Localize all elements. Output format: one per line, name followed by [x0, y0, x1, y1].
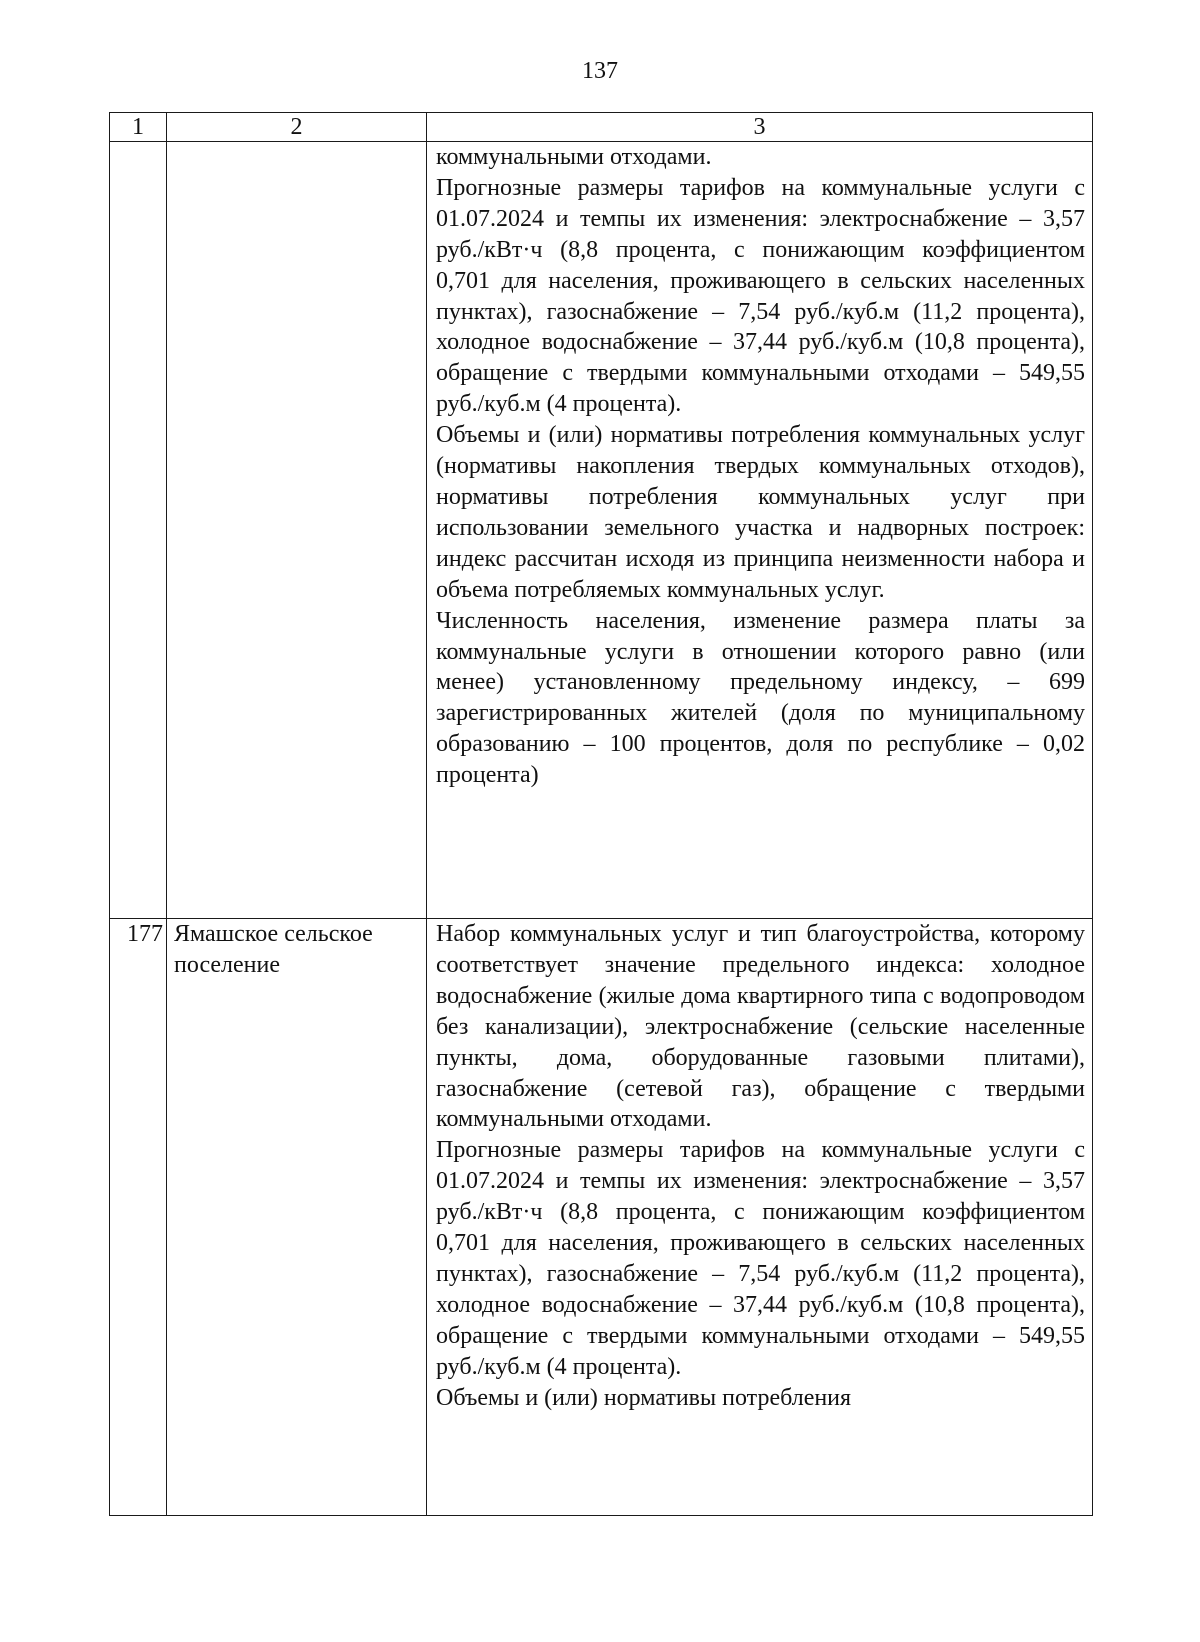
row-description [427, 919, 1093, 1516]
table-row [110, 919, 1093, 1516]
municipality-name: Ямашское сельское поселение [167, 919, 427, 1516]
paragraph: Численность населения, изменение размера платы за коммунальные услуги в отношении которого равно (или менее) установленному предельному индексу, – 699 зарегистрированных жителей (доля по муниципальному образованию – 100 процентов, доля по республике – 0,02 процента) [436, 607, 1085, 789]
page-number: 137 [582, 58, 618, 84]
paragraph: Набор коммунальных услуг и тип благоустройства, которому соответствует значение предельного индекса: холодное водоснабжение (жилые дома квартирного типа с водопроводом без канализации), электроснабжение (сельские населенные пункты, дома, оборудованные газовыми плитами), газоснабжение (сетевой газ), обращение с твердыми коммунальными отходами. [436, 921, 1085, 1133]
table-row [110, 142, 1093, 919]
paragraph: Прогнозные размеры тарифов на коммунальные услуги с 01.07.2024 и темпы их изменения: электроснабжение – 3,57 руб./кВт·ч (8,8 процента, с понижающим коэффициентом 0,701 для населения, проживающего в сельских населенных пунктах), газоснабжение – 7,54 руб./куб.м (11,2 процента), холодное водоснабжение – 37,44 руб./куб.м (10,8 процента), обращение с твердыми коммунальными отходами – 549,55 руб./куб.м (4 процента). [436, 1137, 1085, 1380]
paragraph: коммунальными отходами. [436, 144, 712, 170]
row-number [110, 142, 167, 919]
row-description [427, 142, 1093, 919]
row-number: 177 [110, 919, 167, 1516]
municipality-name [167, 142, 427, 919]
paragraph: Прогнозные размеры тарифов на коммунальные услуги с 01.07.2024 и темпы их изменения: электроснабжение – 3,57 руб./кВт·ч (8,8 процента, с понижающим коэффициентом 0,701 для населения, проживающего в сельских населенных пунктах), газоснабжение – 7,54 руб./куб.м (11,2 процента), холодное водоснабжение – 37,44 руб./куб.м (10,8 процента), обращение с твердыми коммунальными отходами – 549,55 руб./куб.м (4 процента). [436, 174, 1085, 418]
table-header-row [110, 113, 1093, 142]
column-header-3: 3 [427, 113, 1093, 142]
paragraph: Объемы и (или) нормативы потребления коммунальных услуг (нормативы накопления твердых коммунальных отходов), нормативы потребления коммунальных услуг при использовании земельного участка и надворных построек: индекс рассчитан исходя из принципа неизменности набора и объема потребляемых коммунальных услуг. [436, 422, 1085, 603]
tariff-table [109, 112, 1093, 1516]
column-header-1: 1 [110, 113, 167, 142]
column-header-2: 2 [167, 113, 427, 142]
paragraph: Объемы и (или) нормативы потребления [436, 1384, 852, 1411]
